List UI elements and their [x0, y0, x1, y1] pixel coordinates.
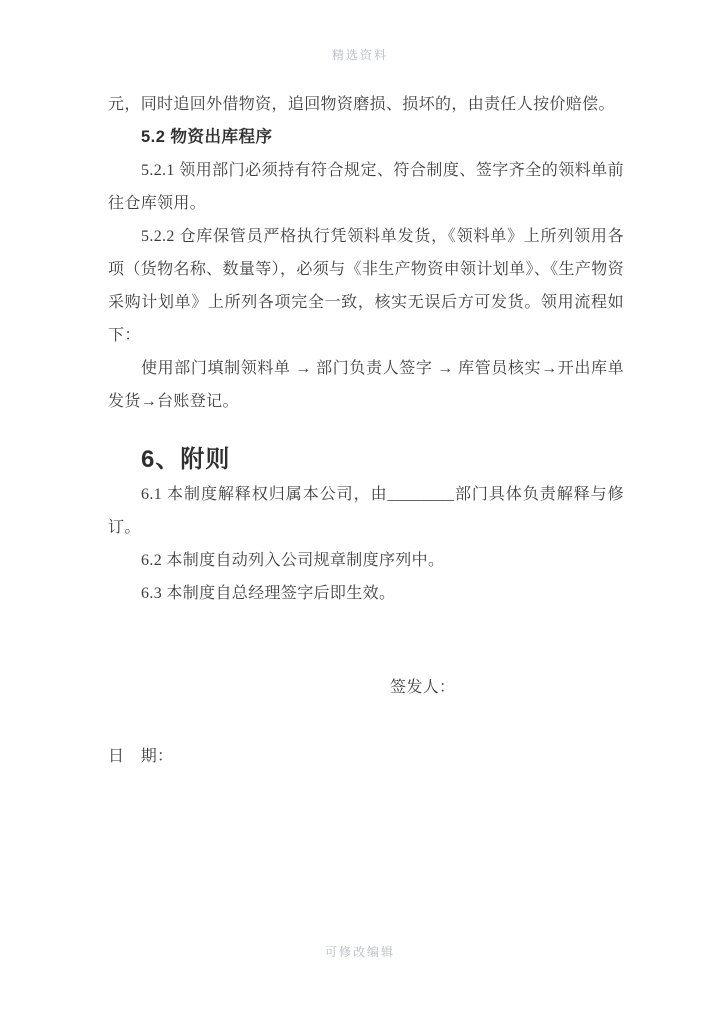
issuer-signature-label: 签发人： [390, 679, 456, 696]
paragraph-5-2-2: 5.2.2 仓库保管员严格执行凭领料单发货，《领料单》上所列领用各项（货物名称、数量等），必须与《非生产物资申领计划单》、《生产物资采购计划单》上所列各项完全一致，核实无误后方可发货。领用流程如下： [108, 228, 624, 344]
paragraph-6-3: 6.3 本制度自总经理签字后即生效。 [141, 585, 396, 602]
footer-watermark: 可修改编辑 [324, 945, 395, 959]
heading-section-5-2: 5.2 物资出库程序 [141, 128, 273, 146]
date-label: 日 期： [108, 748, 174, 765]
paragraph-continuation: 元，同时追回外借物资，追回物资磨损、损坏的，由责任人按价赔偿。 [108, 96, 615, 113]
heading-section-6: 6、附则 [141, 446, 231, 473]
document-body [108, 88, 624, 773]
paragraph-flow-line: 使用部门填制领料单 → 部门负责人签字 → 库管员核实→开出库单发货→台账登记。 [108, 360, 624, 410]
paragraph-6-2: 6.2 本制度自动列入公司规章制度序列中。 [141, 552, 445, 569]
paragraph-5-2-1: 5.2.1 领用部门必须持有符合规定、符合制度、签字齐全的领料单前往仓库领用。 [108, 162, 624, 212]
header-watermark: 精选资料 [331, 48, 388, 62]
paragraph-6-1: 6.1 本制度解释权归属本公司，由________部门具体负责解释与修订。 [108, 486, 624, 536]
